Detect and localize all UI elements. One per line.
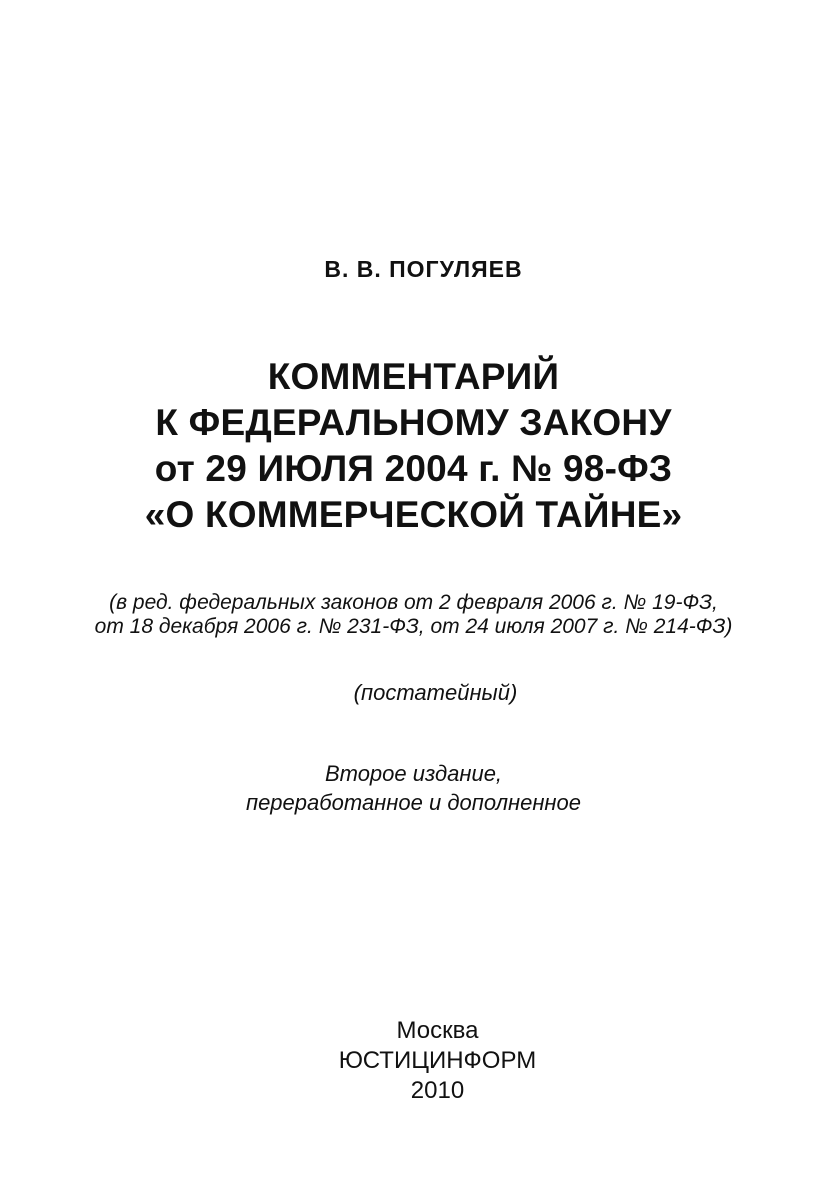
edition-line-1: Второе издание, <box>324 761 503 786</box>
commentary-type: (постатейный) <box>353 680 518 705</box>
title-line-2: К ФЕДЕРАЛЬНОМУ ЗАКОНУ <box>155 402 672 443</box>
edition-line-2: переработанное и дополненное <box>245 790 582 815</box>
editions-note-line-1: (в ред. федеральных законов от 2 февраля 2006 г. № 19-ФЗ, <box>109 591 718 614</box>
title-line-3: от 29 ИЮЛЯ 2004 г. № 98-ФЗ <box>154 448 673 489</box>
imprint-publisher: ЮСТИЦИНФОРМ <box>338 1047 537 1074</box>
title-line-1: КОММЕНТАРИЙ <box>267 356 560 397</box>
editions-note-line-2: от 18 декабря 2006 г. № 231-ФЗ, от 24 июля 2007 г. № 214-ФЗ) <box>94 615 733 638</box>
imprint-city: Москва <box>396 1017 479 1044</box>
imprint-year: 2010 <box>410 1077 465 1104</box>
author-name: В. В. ПОГУЛЯЕВ <box>324 256 523 282</box>
title-line-4: «О КОММЕРЧЕСКОЙ ТАЙНЕ» <box>144 494 683 535</box>
